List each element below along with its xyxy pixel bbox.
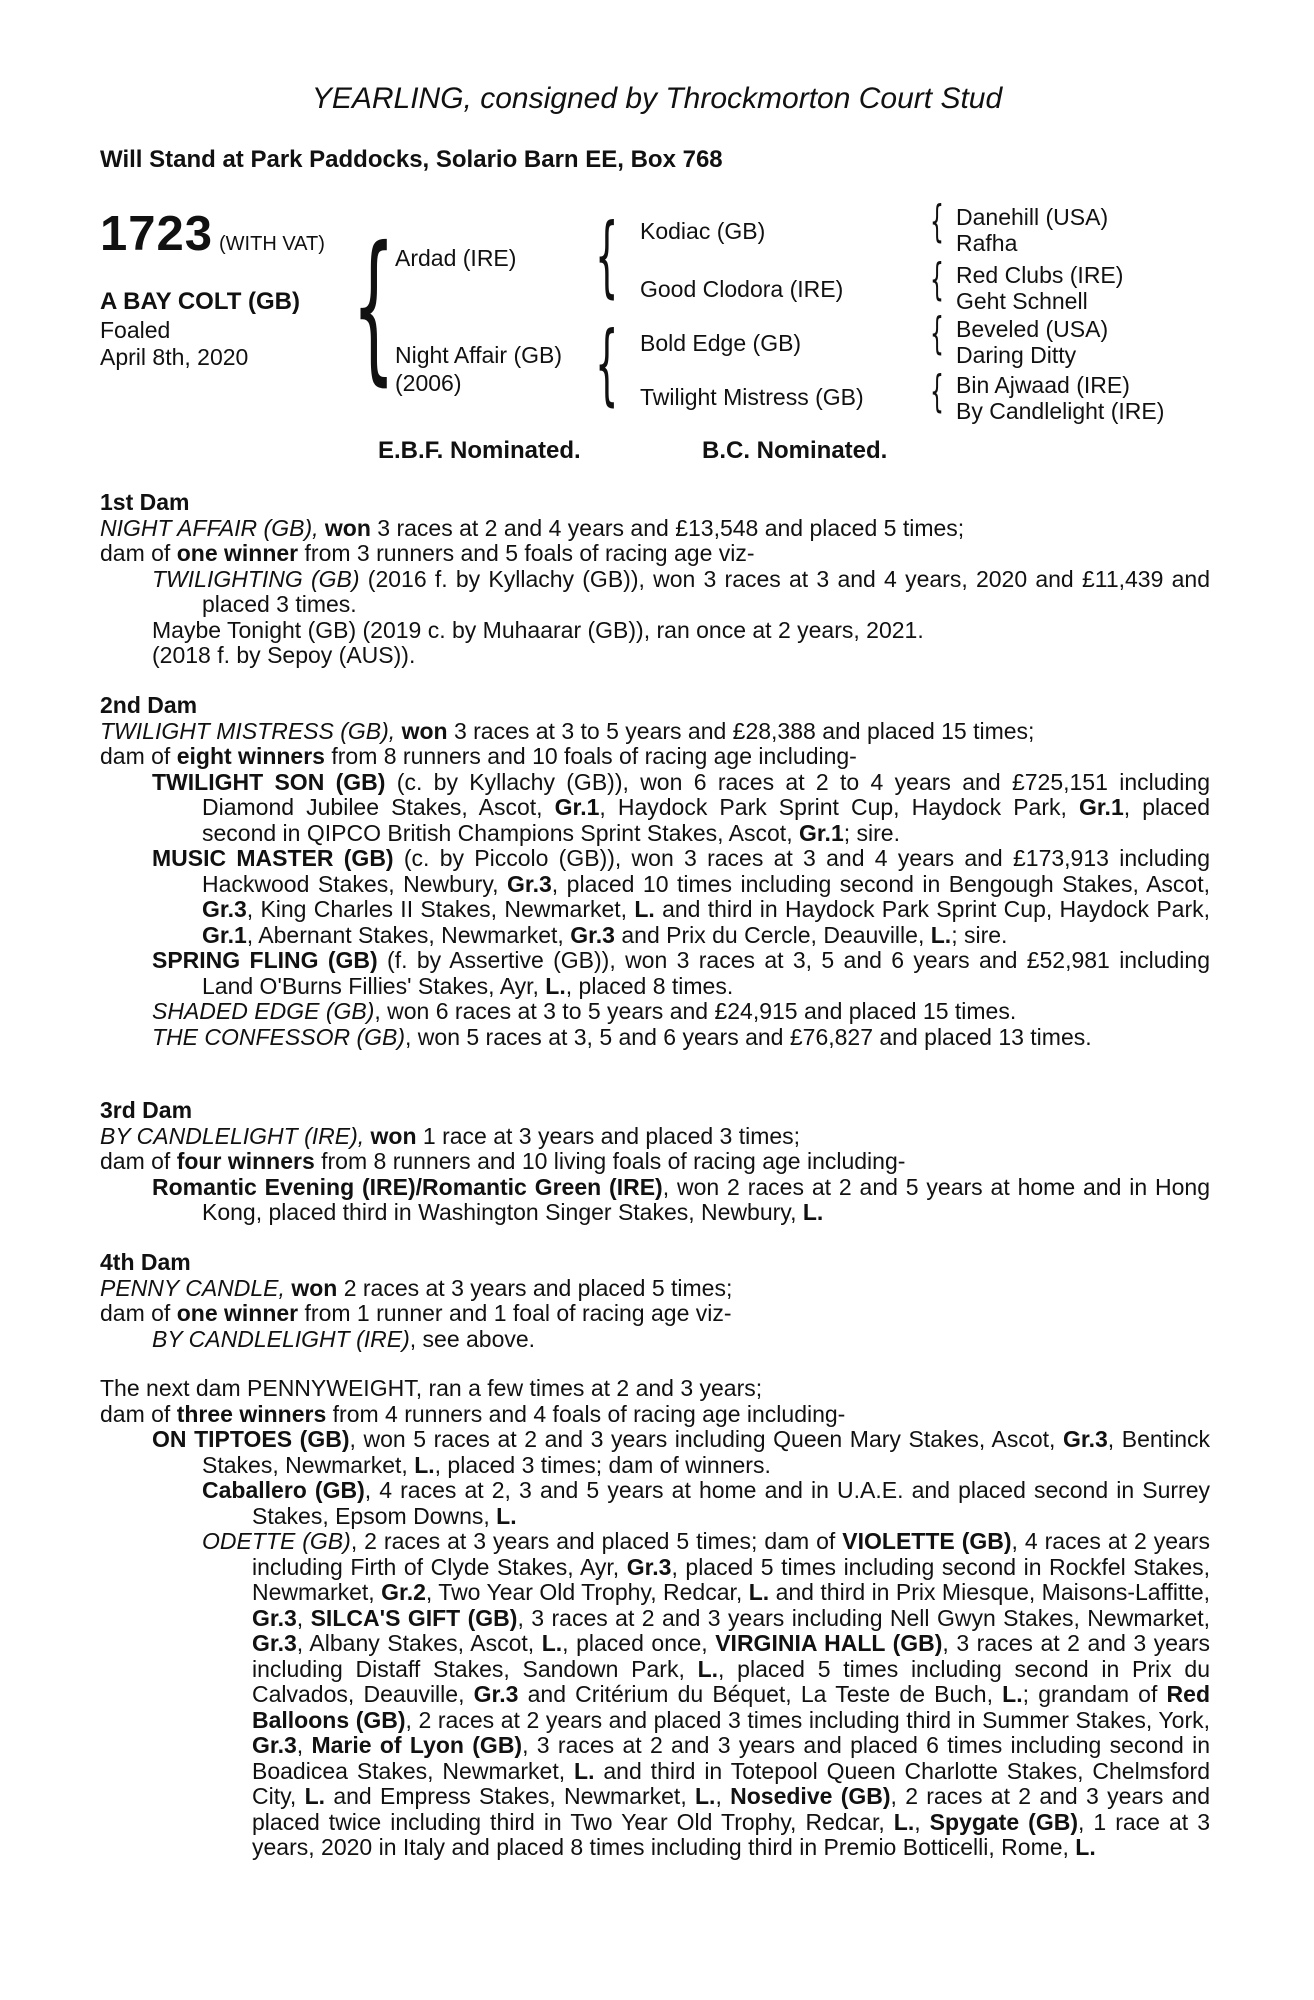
pedigree-g8: By Candlelight (IRE) xyxy=(956,398,1165,424)
second-dam-record: TWILIGHT MISTRESS (GB), won 3 races at 3 to 5 years and £28,388 and placed 15 times; xyxy=(100,717,1035,744)
lot-description: A BAY COLT (GB) xyxy=(100,288,301,315)
list-item: ON TIPTOES (GB), won 5 races at 2 and 3 years including Queen Mary Stakes, Ascot, Gr.3, Bentinck Stakes, Newmarket, L., placed 3 times; dam of winners. xyxy=(152,1426,1210,1478)
stand-location: Will Stand at Park Paddocks, Solario Barn EE, Box 768 xyxy=(100,146,723,173)
list-item: Romantic Evening (IRE)/Romantic Green (IRE), won 2 races at 2 and 5 years at home and in Hong Kong, placed third in Washington Singer Stakes, Newbury, L. xyxy=(152,1173,1211,1225)
first-dam-title: 1st Dam xyxy=(100,489,190,515)
list-item: ODETTE (GB), 2 races at 3 years and placed 5 times; dam of VIOLETTE (GB), 4 races at 2 years including Firth of Clyde Stakes, Ayr, Gr.3, placed 5 times including second in Rockfel Stakes, Newmarket, Gr.2, Two Year Old Trophy, Redcar, L. and third in Prix Miesque, Maisons-Laffitte, Gr.3, SILCA'S GIFT (GB), 3 races at 2 and 3 years including Nell Gwyn Stakes, Newmarket, Gr.3, Albany Stakes, Ascot, L., placed once, VIRGINIA HALL (GB), 3 races at 2 and 3 years including Distaff Stakes, Sandown Park, L., placed 5 times including second in Prix du Calvados, Deauville, Gr.3 and Critérium du Béquet, La Teste de Buch, L.; grandam of Red Balloons (GB), 2 races at 2 years and placed 3 times including third in Summer Stakes, York, Gr.3, Marie of Lyon (GB), 3 races at 2 and 3 years and placed 6 times including second in Boadicea Stakes, Newmarket, L. and third in Totepool Queen Charlotte Stakes, Chelmsford City, L. and Empress Stakes, Newmarket, L., Nosedive (GB), 2 races at 2 and 3 years and placed twice including third in Two Year Old Trophy, Redcar, L., Spygate (GB), 1 race at 3 years, 2020 in Italy and placed 8 times including third in Premio Botticelli, Rome, L. xyxy=(202,1528,1211,1860)
pedigree-g7: Bin Ajwaad (IRE) xyxy=(956,372,1130,398)
second-dam-section xyxy=(100,693,1210,1050)
next-dam-section xyxy=(100,1376,1210,1861)
fourth-dam-section xyxy=(100,1250,1210,1352)
foaled-label: Foaled xyxy=(100,317,171,343)
pedigree-brace-sire: { xyxy=(595,204,619,307)
third-dam-section xyxy=(100,1098,1210,1226)
pedigree-sire-dam: Good Clodora (IRE) xyxy=(640,276,844,302)
pedigree-dam xyxy=(395,342,562,396)
third-dam-record: BY CANDLELIGHT (IRE), won 1 race at 3 years and placed 3 times; xyxy=(100,1122,801,1149)
pedigree-brace-g4: { xyxy=(930,366,944,417)
third-dam-produce-summary: dam of four winners from 8 runners and 10 living foals of racing age including- xyxy=(100,1148,906,1174)
pedigree-dam-name: Night Affair (GB) xyxy=(395,342,563,368)
next-dam-record: The next dam PENNYWEIGHT, ran a few times at 2 and 3 years; xyxy=(100,1375,763,1401)
pedigree-g3: Red Clubs (IRE) xyxy=(956,262,1124,288)
bc-nominated: B.C. Nominated. xyxy=(702,437,888,464)
page-heading: YEARLING, consigned by Throckmorton Court Stud xyxy=(311,82,1003,115)
pedigree-sire: Ardad (IRE) xyxy=(395,245,517,271)
pedigree-g1: Danehill (USA) xyxy=(956,204,1109,230)
list-item: (2018 f. by Sepoy (AUS)). xyxy=(152,642,416,668)
pedigree-g5: Beveled (USA) xyxy=(956,316,1109,342)
second-dam-title: 2nd Dam xyxy=(100,692,198,718)
next-dam-produce-summary: dam of three winners from 4 runners and 4 foals of racing age including- xyxy=(100,1400,846,1427)
list-item: TWILIGHT SON (GB) (c. by Kyllachy (GB)), won 6 races at 2 to 4 years and £725,151 including Diamond Jubilee Stakes, Ascot, Gr.1, Haydock Park Sprint Cup, Haydock Park, Gr.1, placed second in QIPCO British Champions Sprint Stakes, Ascot, Gr.1; sire. xyxy=(152,768,1211,846)
vat-note: (WITH VAT) xyxy=(219,233,325,255)
fourth-dam-record: PENNY CANDLE, won 2 races at 3 years and placed 5 times; xyxy=(100,1274,733,1301)
list-item: BY CANDLELIGHT (IRE), see above. xyxy=(152,1325,536,1352)
pedigree-brace-g3: { xyxy=(930,308,944,359)
pedigree-g6: Daring Ditty xyxy=(956,342,1077,368)
list-item: TWILIGHTING (GB) (2016 f. by Kyllachy (GB)), won 3 races at 3 and 4 years, 2020 and £11,439 and placed 3 times. xyxy=(152,565,1210,617)
list-item: THE CONFESSOR (GB), won 5 races at 3, 5 and 6 years and £76,827 and placed 13 times. xyxy=(152,1023,1092,1050)
list-item: MUSIC MASTER (GB) (c. by Piccolo (GB)), won 3 races at 3 and 4 years and £173,913 including Hackwood Stakes, Newbury, Gr.3, placed 10 times including second in Bengough Stakes, Ascot, Gr.3, King Charles II Stakes, Newmarket, L. and third in Haydock Park Sprint Cup, Haydock Park, Gr.1, Abernant Stakes, Newmarket, Gr.3 and Prix du Cercle, Deauville, L.; sire. xyxy=(152,845,1211,948)
ebf-nominated: E.B.F. Nominated. xyxy=(378,437,581,464)
second-dam-produce-summary: dam of eight winners from 8 runners and 10 foals of racing age including- xyxy=(100,743,857,769)
foaled-date: April 8th, 2020 xyxy=(100,344,249,370)
list-item: Maybe Tonight (GB) (2019 c. by Muhaarar (GB)), ran once at 2 years, 2021. xyxy=(152,616,924,643)
pedigree-dam-sire: Bold Edge (GB) xyxy=(640,330,802,356)
pedigree-brace-g1: { xyxy=(930,196,944,247)
pedigree-brace-g2: { xyxy=(930,254,944,305)
first-dam-produce-summary: dam of one winner from 3 runners and 5 foals of racing age viz- xyxy=(100,540,755,566)
list-item: SPRING FLING (GB) (f. by Assertive (GB)), won 3 races at 3, 5 and 6 years and £52,981 including Land O'Burns Fillies' Stakes, Ayr, L., placed 8 times. xyxy=(152,947,1210,999)
first-dam-section xyxy=(100,490,1210,669)
pedigree-sire-sire: Kodiac (GB) xyxy=(640,218,766,244)
pedigree-brace-main: { xyxy=(352,213,396,401)
third-dam-title: 3rd Dam xyxy=(100,1097,193,1123)
pedigree-g2: Rafha xyxy=(956,230,1018,256)
list-item: SHADED EDGE (GB), won 6 races at 3 to 5 years and £24,915 and placed 15 times. xyxy=(152,998,1017,1024)
pedigree-g4: Geht Schnell xyxy=(956,288,1088,314)
pedigree-dam-year: (2006) xyxy=(395,370,462,396)
pedigree-dam-dam: Twilight Mistress (GB) xyxy=(640,384,864,410)
pedigree-brace-dam: { xyxy=(595,312,619,415)
lot-block xyxy=(100,206,325,262)
fourth-dam-title: 4th Dam xyxy=(100,1249,191,1275)
first-dam-record: NIGHT AFFAIR (GB), won 3 races at 2 and 4 years and £13,548 and placed 5 times; xyxy=(100,514,965,541)
list-item: Caballero (GB), 4 races at 2, 3 and 5 years at home and in U.A.E. and placed second in Surrey Stakes, Epsom Downs, L. xyxy=(202,1477,1210,1529)
lot-number: 1723 xyxy=(100,207,214,261)
fourth-dam-produce-summary: dam of one winner from 1 runner and 1 foal of racing age viz- xyxy=(100,1300,732,1326)
foaled-info xyxy=(100,317,248,371)
